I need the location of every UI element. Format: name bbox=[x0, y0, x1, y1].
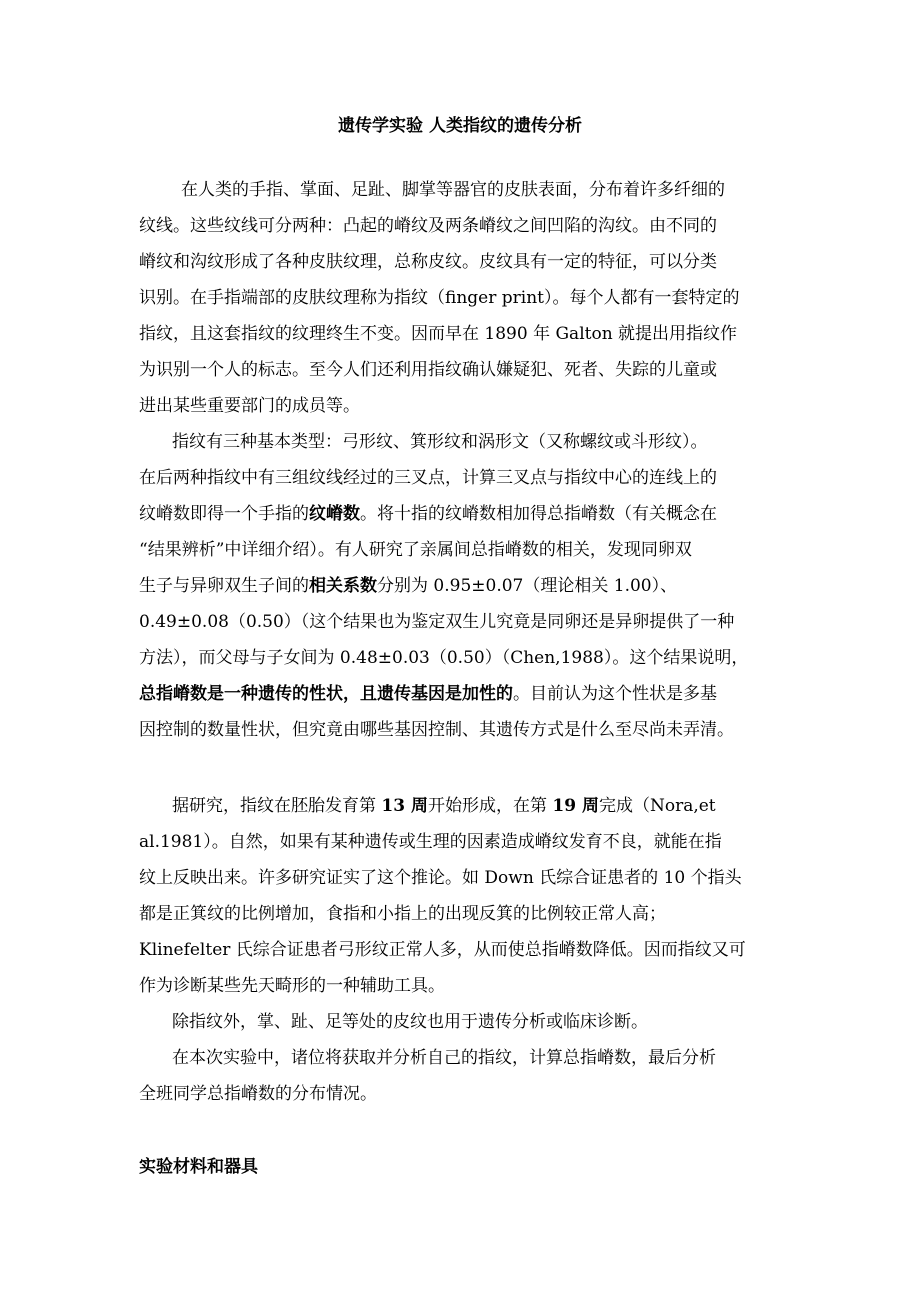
bold-term: 纹嵴数 bbox=[309, 504, 360, 524]
text-line bbox=[172, 794, 716, 818]
text-run: 完成（Nora,et bbox=[598, 796, 716, 816]
text-line bbox=[139, 574, 677, 598]
bold-term: 相关系数 bbox=[309, 576, 377, 596]
text-run: 。目前认为这个性状是多基 bbox=[513, 684, 717, 704]
text-line: al.1981）。自然，如果有某种遗传或生理的因素造成嵴纹发育不良，就能在指 bbox=[139, 832, 722, 852]
text-run: 。将十指的纹嵴数相加得总指嵴数（有关概念在 bbox=[360, 504, 717, 524]
text-line: 指纹，且这套指纹的纹理终生不变。因而早在 1890 年 Galton 就提出用指纹作 bbox=[139, 324, 738, 344]
bold-term: 13 周 bbox=[381, 796, 428, 816]
text-line: 在本次实验中，诸位将获取并分析自己的指纹，计算总指嵴数，最后分析 bbox=[172, 1048, 716, 1068]
text-line: 在人类的手指、掌面、足趾、脚掌等器官的皮肤表面，分布着许多纤细的 bbox=[181, 180, 725, 200]
text-line: 方法），而父母与子女间为 0.48±0.03（0.50）（Chen,1988）。这个结果说明， bbox=[139, 648, 749, 668]
text-run: 分别为 0.95±0.07（理论相关 1.00）、 bbox=[377, 576, 678, 596]
text-line: 为识别一个人的标志。至今人们还利用指纹确认嫌疑犯、死者、失踪的儿童或 bbox=[139, 360, 717, 380]
text-line: Klinefelter 氏综合证患者弓形纹正常人多，从而使总指嵴数降低。因而指纹又可 bbox=[139, 940, 746, 960]
text-line bbox=[139, 502, 717, 526]
text-line: 进出某些重要部门的成员等。 bbox=[139, 396, 360, 416]
text-line: 识别。在手指端部的皮肤纹理称为指纹（finger print）。每个人都有一套特定的 bbox=[139, 288, 740, 308]
text-line: 纹线。这些纹线可分两种：凸起的嵴纹及两条嵴纹之间凹陷的沟纹。由不同的 bbox=[139, 216, 717, 236]
text-run: 纹嵴数即得一个手指的 bbox=[139, 504, 309, 524]
text-line: 在后两种指纹中有三组纹线经过的三叉点，计算三叉点与指纹中心的连线上的 bbox=[139, 468, 717, 488]
text-run: 开始形成，在第 bbox=[427, 796, 553, 816]
document-title: 遗传学实验 人类指纹的遗传分析 bbox=[338, 116, 582, 136]
text-line bbox=[139, 682, 717, 706]
text-line: 纹上反映出来。许多研究证实了这个推论。如 Down 氏综合证患者的 10 个指头 bbox=[139, 868, 742, 888]
text-line: 0.49±0.08（0.50）（这个结果也为鉴定双生儿究竟是同卵还是异卵提供了一种 bbox=[139, 612, 735, 632]
paragraph-other-dermatoglyphics: 除指纹外，掌、趾、足等处的皮纹也用于遗传分析或临床诊断。 bbox=[172, 1012, 648, 1032]
bold-term: 19 周 bbox=[552, 796, 599, 816]
text-line: 都是正箕纹的比例增加，食指和小指上的出现反箕的比例较正常人高； bbox=[139, 904, 666, 924]
text-run: 据研究，指纹在胚胎发育第 bbox=[172, 796, 382, 816]
text-line: 因控制的数量性状，但究竟由哪些基因控制、其遗传方式是什么至尽尚未弄清。 bbox=[139, 720, 734, 740]
section-heading-materials: 实验材料和器具 bbox=[139, 1157, 258, 1177]
text-run: 生子与异卵双生子间的 bbox=[139, 576, 309, 596]
text-line: 作为诊断某些先天畸形的一种辅助工具。 bbox=[139, 976, 445, 996]
text-line: 嵴纹和沟纹形成了各种皮肤纹理，总称皮纹。皮纹具有一定的特征，可以分类 bbox=[139, 252, 717, 272]
text-line: 全班同学总指嵴数的分布情况。 bbox=[139, 1084, 377, 1104]
text-line: “结果辨析”中详细介绍）。有人研究了亲属间总指嵴数的相关，发现同卵双 bbox=[139, 540, 692, 560]
text-line: 指纹有三种基本类型：弓形纹、箕形纹和涡形文（又称螺纹或斗形纹）。 bbox=[172, 432, 708, 452]
bold-statement: 总指嵴数是一种遗传的性状，且遗传基因是加性的 bbox=[139, 684, 513, 704]
